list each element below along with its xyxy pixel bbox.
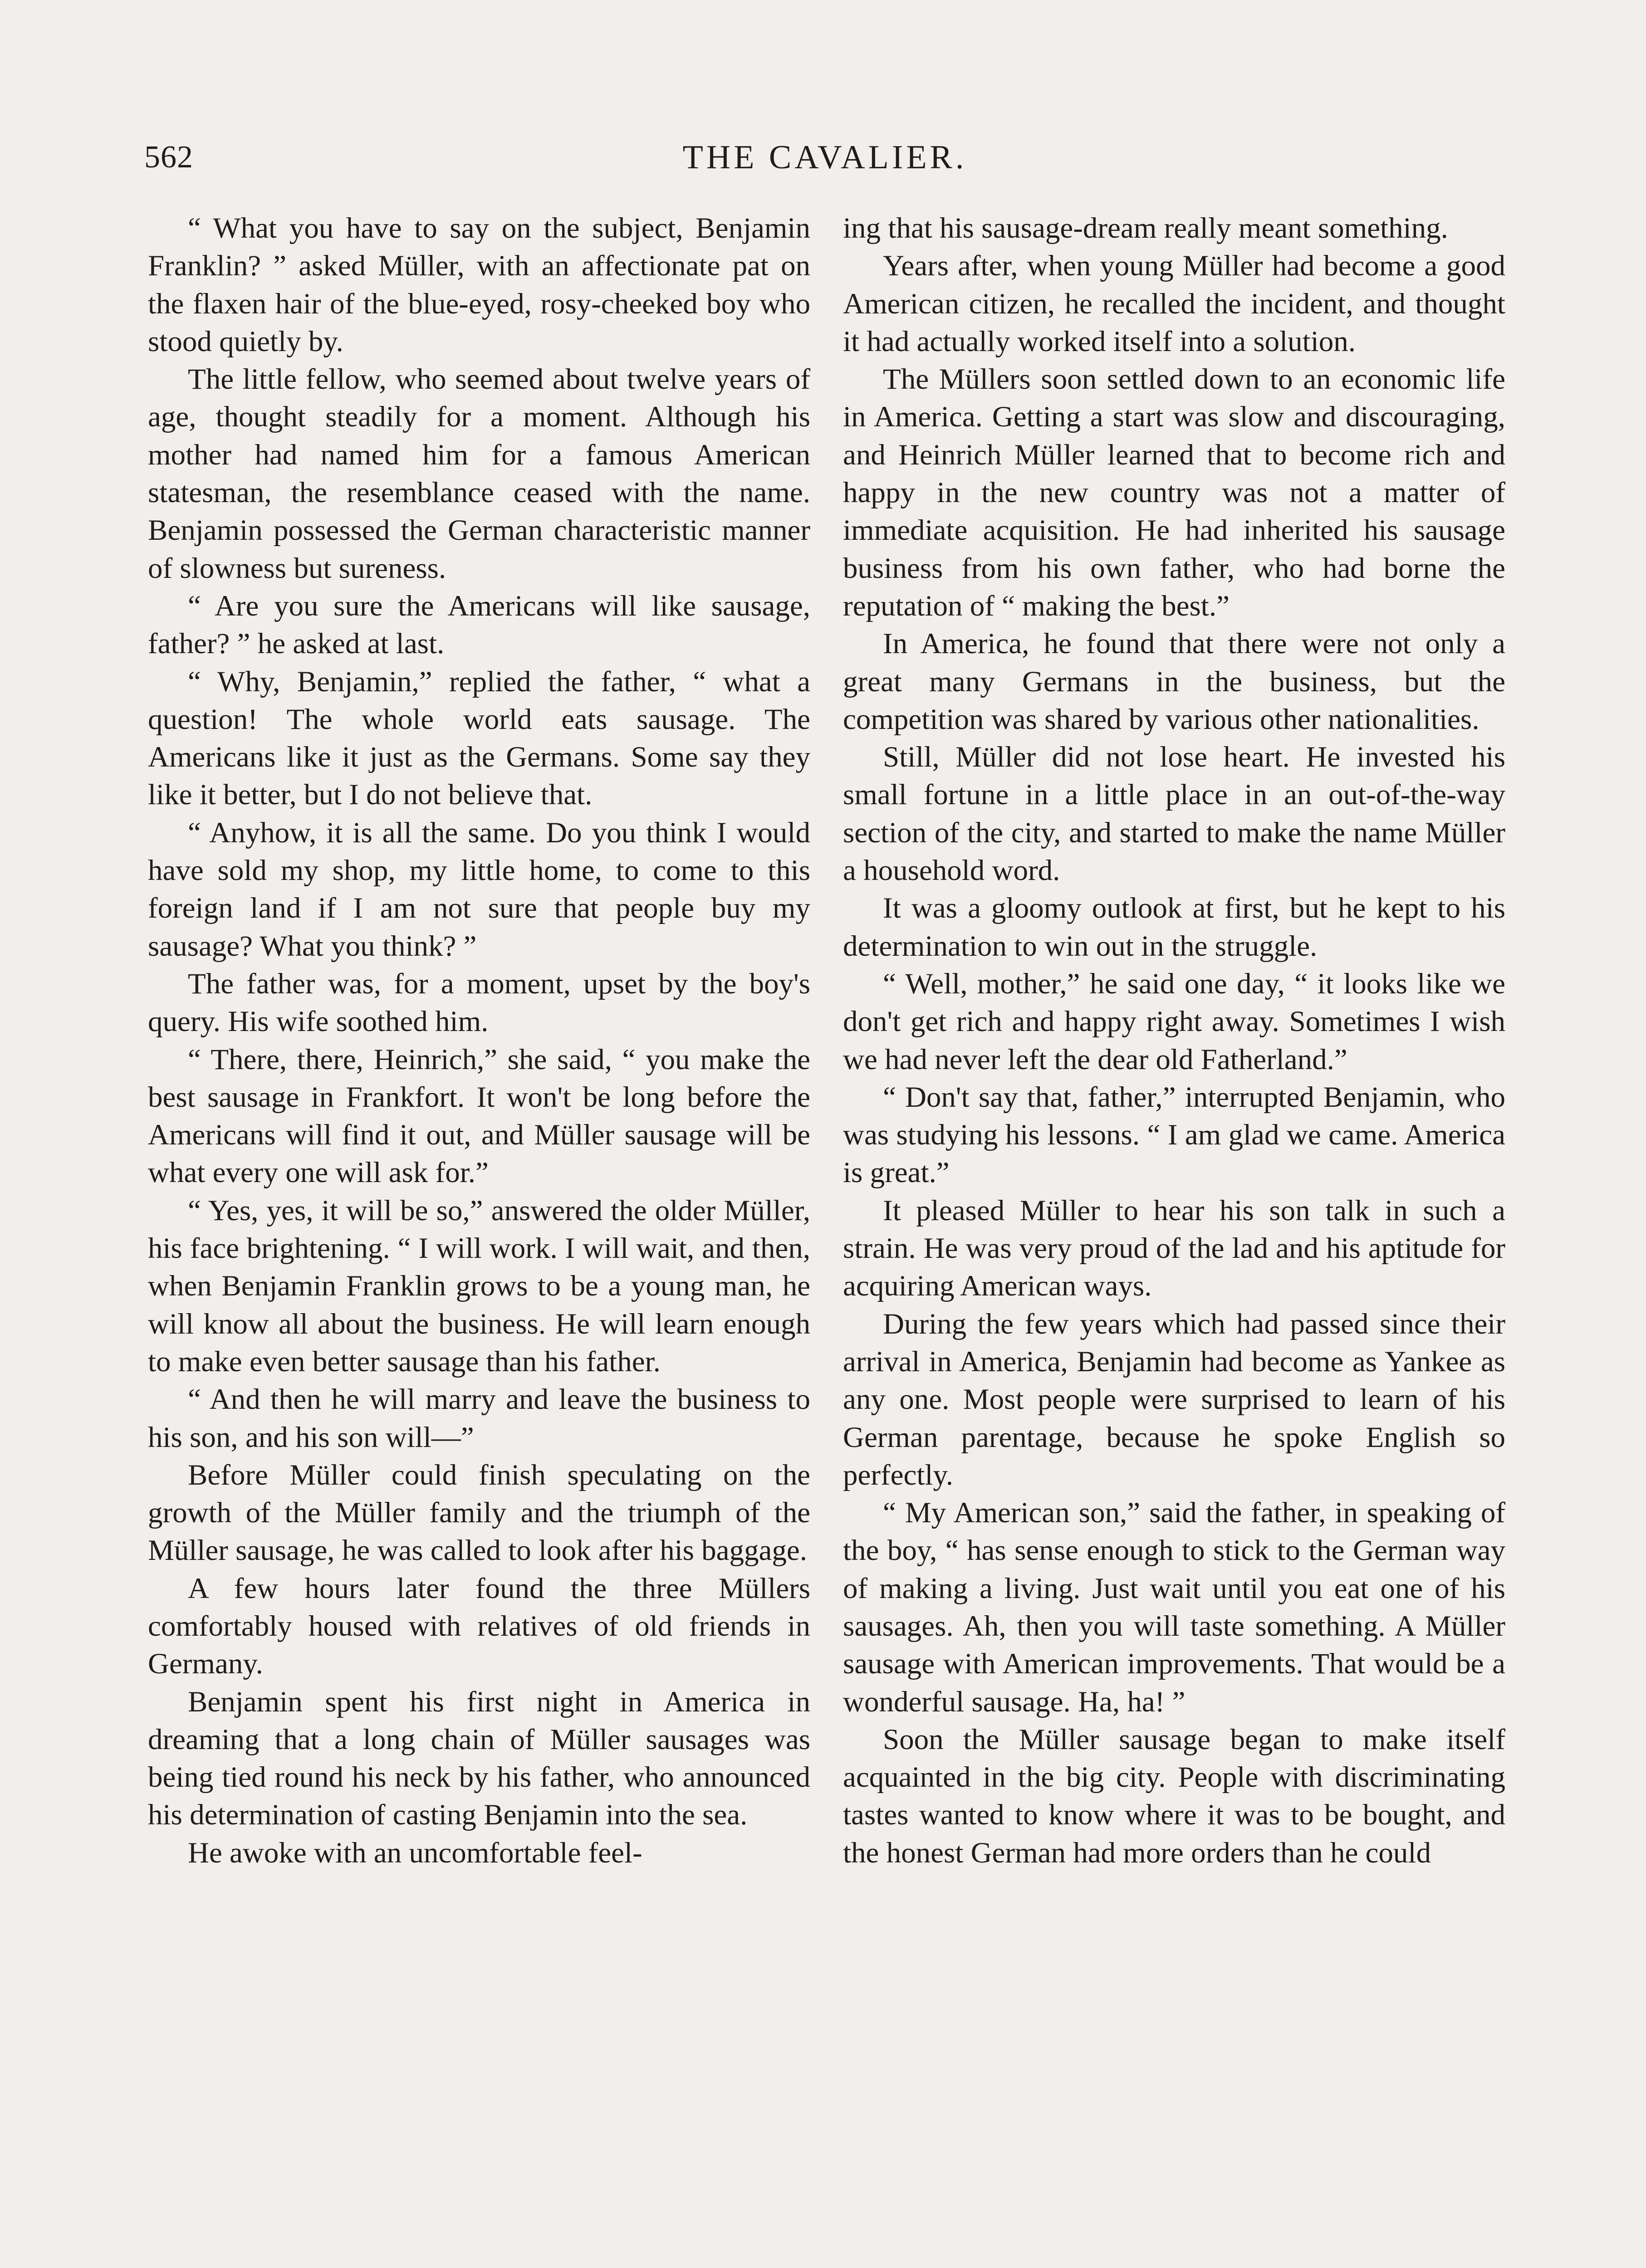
- paragraph: It was a gloomy outlook at first, but he kept to his determination to win out in the struggle.: [843, 892, 1505, 963]
- paragraph: “ And then he will marry and leave the business to his son, and his son will—”: [148, 1383, 810, 1454]
- right-column: [843, 210, 1505, 1872]
- paragraph: “ Yes, yes, it will be so,” answered the older Müller, his face brightening. “ I will work. I will wait, and then, when Benjamin Franklin grows to be a young man, he will know all about the business. He will learn enough to make even better sausage than his father.: [148, 1194, 810, 1378]
- paragraph: During the few years which had passed since their arrival in America, Benjamin had become as Yankee as any one. Most people were surprised to learn of his German parentage, because he spoke English so perfectly.: [843, 1307, 1505, 1491]
- paragraph: “ My American son,” said the father, in speaking of the boy, “ has sense enough to stick to the German way of making a living. Just wait until you eat one of his sausages. Ah, then you will taste something. A Müller sausage with American improvements. That would be a wonderful sausage. Ha, ha! ”: [843, 1496, 1505, 1718]
- paragraph: “ Why, Benjamin,” replied the father, “ what a question! The whole world eats sausage. The Americans like it just as the Germans. Some say they like it better, but I do not believe that.: [148, 665, 810, 811]
- paragraph: “ There, there, Heinrich,” she said, “ you make the best sausage in Frankfort. It won't be long before the Americans will find it out, and Müller sausage will be what every one will ask for.”: [148, 1043, 810, 1189]
- paragraph: It pleased Müller to hear his son talk in such a strain. He was very proud of the lad and his aptitude for acquiring American ways.: [843, 1194, 1505, 1303]
- paragraph: He awoke with an uncomfortable feel-: [188, 1836, 642, 1869]
- paragraph: The father was, for a moment, upset by the boy's query. His wife soothed him.: [148, 967, 810, 1038]
- paragraph: The Müllers soon settled down to an economic life in America. Getting a start was slow and discouraging, and Heinrich Müller learned that to become rich and happy in the new country was not a matter of immediate acquisition. He had inherited his sausage business from his own father, who had borne the reputation of “ making the best.”: [843, 363, 1505, 622]
- paragraph: Still, Müller did not lose heart. He invested his small fortune in a little place in an out-of-the-way section of the city, and started to make the name Müller a household word.: [843, 741, 1505, 887]
- paragraph: A few hours later found the three Müllers comfortably housed with relatives of old friends in Germany.: [148, 1572, 810, 1681]
- page-header: [144, 132, 1505, 182]
- paragraph: “ What you have to say on the subject, Benjamin Franklin? ” asked Müller, with an affectionate pat on the flaxen hair of the blue-eyed, rosy-cheeked boy who stood quietly by.: [148, 212, 810, 358]
- paragraph: The little fellow, who seemed about twelve years of age, thought steadily for a moment. Although his mother had named him for a famous American statesman, the resemblance ceased with the name. Benjamin possessed the German characteristic manner of slowness but sureness.: [148, 363, 810, 585]
- page-number: 562: [144, 140, 193, 175]
- running-head: THE CAVALIER.: [682, 139, 967, 176]
- paragraph: Benjamin spent his first night in America in dreaming that a long chain of Müller sausages was being tied round his neck by his father, who announced his determination of casting Benjamin into the sea.: [148, 1685, 810, 1832]
- paragraph: “ Are you sure the Americans will like sausage, father? ” he asked at last.: [148, 589, 810, 660]
- paragraph: “ Don't say that, father,” interrupted Benjamin, who was studying his lessons. “ I am glad we came. America is great.”: [843, 1080, 1505, 1189]
- paragraph-continued: ing that his sausage-dream really meant something.: [843, 212, 1448, 244]
- left-column: [148, 210, 810, 1872]
- paragraph: Years after, when young Müller had become a good American citizen, he recalled the incident, and thought it had actually worked itself into a solution.: [843, 249, 1505, 358]
- paragraph: In America, he found that there were not only a great many Germans in the business, but the competition was shared by various other nationalities.: [843, 627, 1505, 736]
- paragraph: “ Anyhow, it is all the same. Do you think I would have sold my shop, my little home, to come to this foreign land if I am not sure that people buy my sausage? What you think? ”: [148, 816, 810, 963]
- paragraph: Soon the Müller sausage began to make itself acquainted in the big city. People with discriminating tastes wanted to know where it was to be bought, and the honest German had more orders than he could: [843, 1723, 1505, 1869]
- paragraph: “ Well, mother,” he said one day, “ it looks like we don't get rich and happy right away. Sometimes I wish we had never left the dear old Fatherland.”: [843, 967, 1505, 1076]
- paragraph: Before Müller could finish speculating on the growth of the Müller family and the triumph of the Müller sausage, he was called to look after his baggage.: [148, 1458, 810, 1567]
